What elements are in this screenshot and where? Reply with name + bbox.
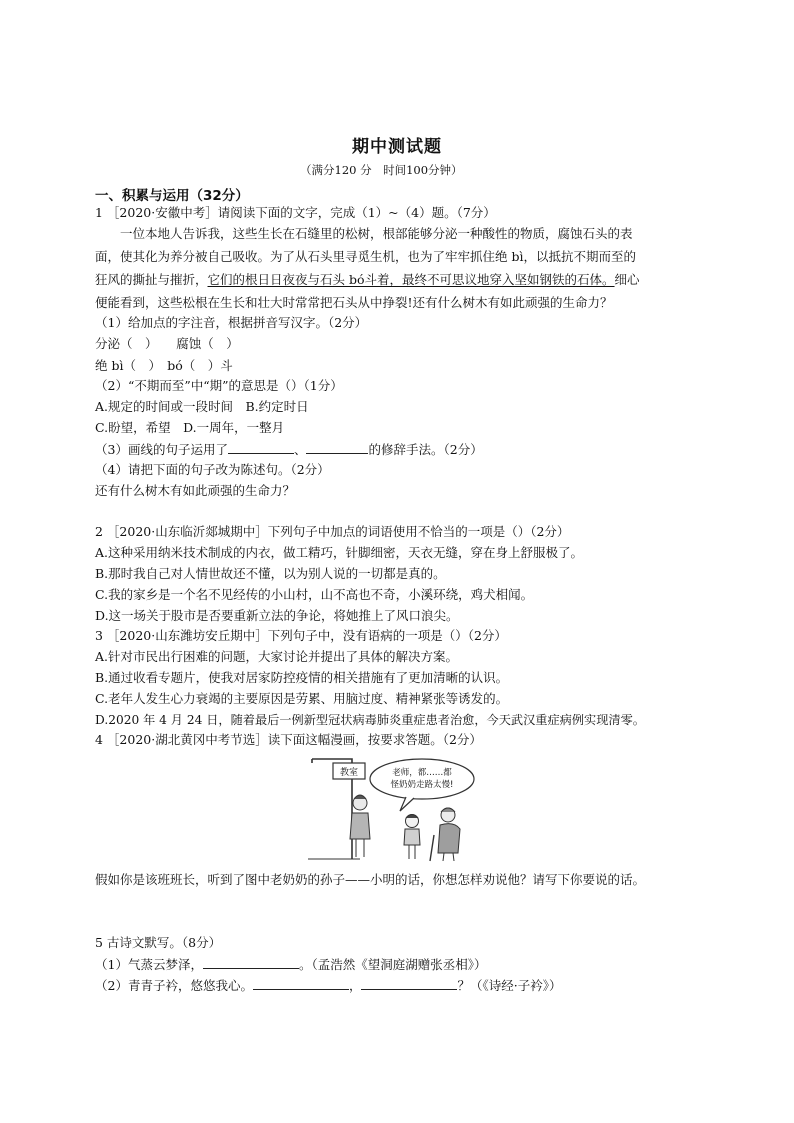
- q1-sub4: （4）请把下面的句子改为陈述句。（2分）: [95, 462, 330, 477]
- q1-sub2: （2）“不期而至”中“期”的意思是（）（1分）: [95, 378, 343, 393]
- q2-option-a: A.这种采用纳米技术制成的内衣，做工精巧，针脚细密，天衣无缝，穿在身上舒服极了。: [95, 545, 584, 560]
- answer-blank[interactable]: [253, 976, 349, 990]
- q1-passage-line-2: 面，使其化为养分被自己吸收。为了从石头里寻觅生机，也为了牢牢抓住绝 bì，以抵抗不期而至的: [95, 249, 636, 264]
- q3-option-c: C.老年人发生心力衰竭的主要原因是劳累、用脑过度、精神紧张等诱发的。: [95, 691, 509, 706]
- q1-sub1-row-b: 绝 bì（ ） bó（ ）斗: [95, 358, 233, 373]
- q5-line-2-separator: ，: [348, 978, 362, 993]
- q1-sub3-text: （3）画线的句子运用了: [95, 442, 228, 457]
- q5-line-1: [95, 955, 486, 974]
- q1-sub3-separator: 、: [293, 442, 307, 457]
- classroom-sign-text: 教室: [339, 768, 359, 778]
- q3-option-b: B.通过收看专题片，使我对居家防控疫情的相关措施有了更加清晰的认识。: [95, 670, 509, 685]
- q1-passage-line-3: [95, 271, 640, 289]
- q1-sub3: [95, 440, 483, 459]
- answer-blank[interactable]: [228, 440, 294, 454]
- q1-sub1: （1）给加点的字注音，根据拼音写汉字。（2分）: [95, 315, 368, 330]
- speech-line-1: 老师，都……都: [392, 768, 452, 778]
- q1-sub1-row-a: 分泌（ ） 腐蚀（ ）: [95, 336, 239, 351]
- q1-sub2-options-ab: A.规定的时间或一段时间 B.约定时日: [95, 399, 309, 414]
- q1-passage-line-1: 一位本地人告诉我，这些生长在石缝里的松树，根部能够分泌一种酸性的物质，腐蚀石头的表: [95, 226, 633, 241]
- underlined-sentence: 它们的根日日夜夜与石头 bó斗着，最终不可思议地穿入坚如钢铁的石体。: [207, 272, 615, 287]
- cartoon-illustration: [308, 755, 490, 865]
- speech-line-2: 怪奶奶走路太慢!: [390, 780, 454, 790]
- q2-option-b: B.那时我自己对人情世故还不懂，以为别人说的一切都是真的。: [95, 566, 446, 581]
- q3-option-d: D.2020 年 4 月 24 日，随着最后一例新型冠状病毒肺炎重症患者治愈，今天武汉重症病例实现清零。: [95, 713, 645, 727]
- q5-line-1-text: （1）气蒸云梦泽，: [95, 957, 203, 972]
- page-title: 期中测试题: [352, 137, 442, 157]
- speech-bubble: [370, 759, 474, 799]
- answer-blank[interactable]: [361, 976, 457, 990]
- teacher-figure: [350, 795, 370, 857]
- q5-line-2-text: （2）青青子衿，悠悠我心。: [95, 978, 253, 993]
- q4-prompt: 假如你是该班班长，听到了图中老奶奶的孙子——小明的话，你想怎样劝说他？请写下你要说的话。: [95, 872, 646, 887]
- answer-blank[interactable]: [203, 955, 299, 969]
- q1-sub2-options-cd: C.盼望，希望 D.一周年，一整月: [95, 420, 285, 435]
- q1-passage-text: 狂风的撕扯与摧折，: [95, 272, 208, 287]
- answer-blank[interactable]: [306, 440, 368, 454]
- page-subtitle: （满分120 分 时间100分钟）: [300, 163, 463, 177]
- q5-line-1-source: 。（孟浩然《望洞庭湖赠张丞相》）: [298, 957, 487, 972]
- grandmother-figure: [430, 808, 460, 861]
- q3-header: 3 ［2020·山东潍坊安丘期中］下列句子中，没有语病的一项是（）（2分）: [95, 628, 507, 643]
- q3-option-a: A.针对市民出行困难的问题，大家讨论并提出了具体的解决方案。: [95, 649, 459, 664]
- q1-header: 1 ［2020·安徽中考］请阅读下面的文字，完成（1）~（4）题。（7分）: [95, 205, 496, 220]
- walking-cane: [430, 835, 434, 861]
- q1-sub4-sentence: 还有什么树木有如此顽强的生命力？: [95, 483, 296, 498]
- q2-header: 2 ［2020·山东临沂郯城期中］下列句子中加点的词语使用不恰当的一项是（）（2分）: [95, 524, 570, 539]
- q2-option-d: D.这一场关于股市是否要重新立法的争论，将她推上了风口浪尖。: [95, 608, 459, 623]
- q1-passage-line-4: 便能看到，这些松根在生长和壮大时常常把石头从中挣裂!还有什么树木有如此顽强的生命力？: [95, 295, 613, 310]
- q2-option-c: C.我的家乡是一个名不见经传的小山村，山不高也不奇，小溪环绕，鸡犬相闻。: [95, 587, 534, 602]
- q5-header: 5 古诗文默写。（8分）: [95, 935, 222, 950]
- boy-figure: [404, 815, 420, 860]
- q5-line-2-source: ？（《诗经·子衿》）: [457, 978, 562, 993]
- q4-header: 4 ［2020·湖北黄冈中考节选］读下面这幅漫画，按要求答题。（2分）: [95, 732, 482, 747]
- q1-passage-text-end: 细心: [614, 272, 640, 287]
- q1-sub3-text-end: 的修辞手法。（2分）: [368, 442, 483, 457]
- q5-line-2: [95, 976, 561, 995]
- section-heading: 一、积累与运用（32分）: [95, 188, 249, 204]
